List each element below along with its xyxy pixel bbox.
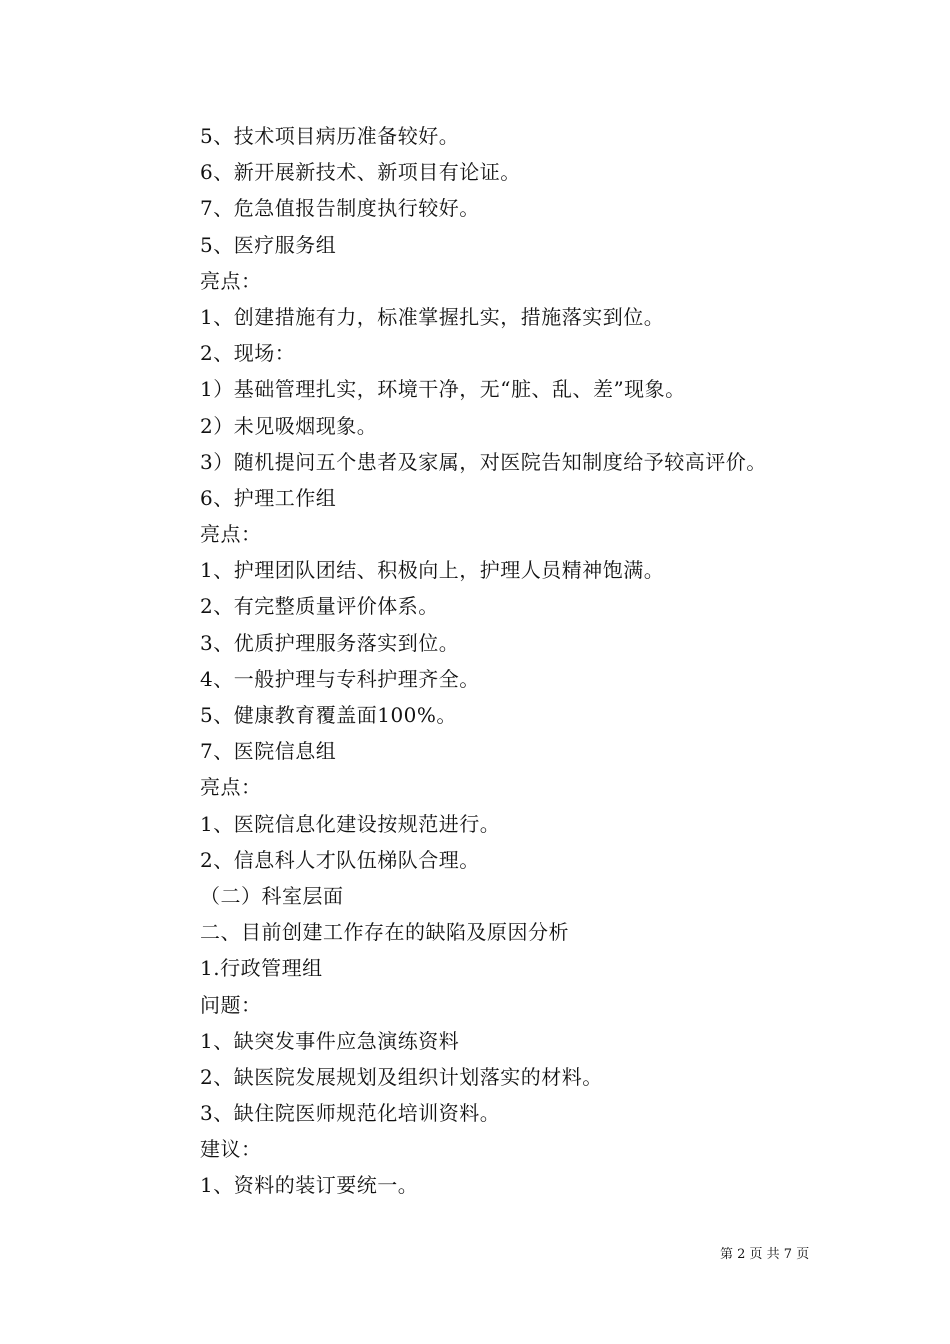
subheading: 亮点： xyxy=(200,268,262,293)
section-heading: （二）科室层面 xyxy=(200,883,344,908)
text-line: 3）随机提问五个患者及家属，对医院告知制度给予较高评价。 xyxy=(200,449,767,474)
text-line: 1、医院信息化建设按规范进行。 xyxy=(200,811,501,836)
section-heading: 6、护理工作组 xyxy=(200,485,337,510)
text-line: 3、缺住院医师规范化培训资料。 xyxy=(200,1101,501,1126)
section-heading: 7、医院信息组 xyxy=(200,739,337,764)
text-line: 2、缺医院发展规划及组织计划落实的材料。 xyxy=(200,1064,603,1089)
text-line: 7、危急值报告制度执行较好。 xyxy=(200,196,480,221)
text-line: 2、有完整质量评价体系。 xyxy=(200,594,439,619)
section-heading: 1.行政管理组 xyxy=(200,956,323,981)
subheading: 问题： xyxy=(200,992,262,1017)
subheading: 建议： xyxy=(200,1137,262,1162)
subheading: 亮点： xyxy=(200,522,262,547)
text-line: 5、健康教育覆盖面100%。 xyxy=(200,703,457,727)
text-line: 1、护理团队团结、积极向上，护理人员精神饱满。 xyxy=(200,558,665,583)
text-line: 4、一般护理与专科护理齐全。 xyxy=(200,666,480,691)
text-line: 1、创建措施有力，标准掌握扎实，措施落实到位。 xyxy=(200,304,665,329)
text-line: 1、资料的装订要统一。 xyxy=(200,1173,419,1198)
text-line: 5、技术项目病历准备较好。 xyxy=(200,124,460,148)
text-line: 1、缺突发事件应急演练资料 xyxy=(200,1028,460,1053)
text-line: 2、现场： xyxy=(200,341,296,366)
text-line: 6、新开展新技术、新项目有论证。 xyxy=(200,160,521,185)
text-line: 1）基础管理扎实，环境干净，无“脏、乱、差”现象。 xyxy=(200,377,686,402)
text-line: 2、信息科人才队伍梯队合理。 xyxy=(200,847,480,872)
section-heading: 二、目前创建工作存在的缺陷及原因分析 xyxy=(200,920,569,945)
text-line: 3、优质护理服务落实到位。 xyxy=(200,630,460,655)
document-body xyxy=(200,118,840,1204)
section-heading: 5、医疗服务组 xyxy=(200,232,337,257)
subheading: 亮点： xyxy=(200,775,262,800)
page-number-footer: 第 2 页 共 7 页 xyxy=(720,1247,810,1262)
text-line: 2）未见吸烟现象。 xyxy=(200,413,378,438)
